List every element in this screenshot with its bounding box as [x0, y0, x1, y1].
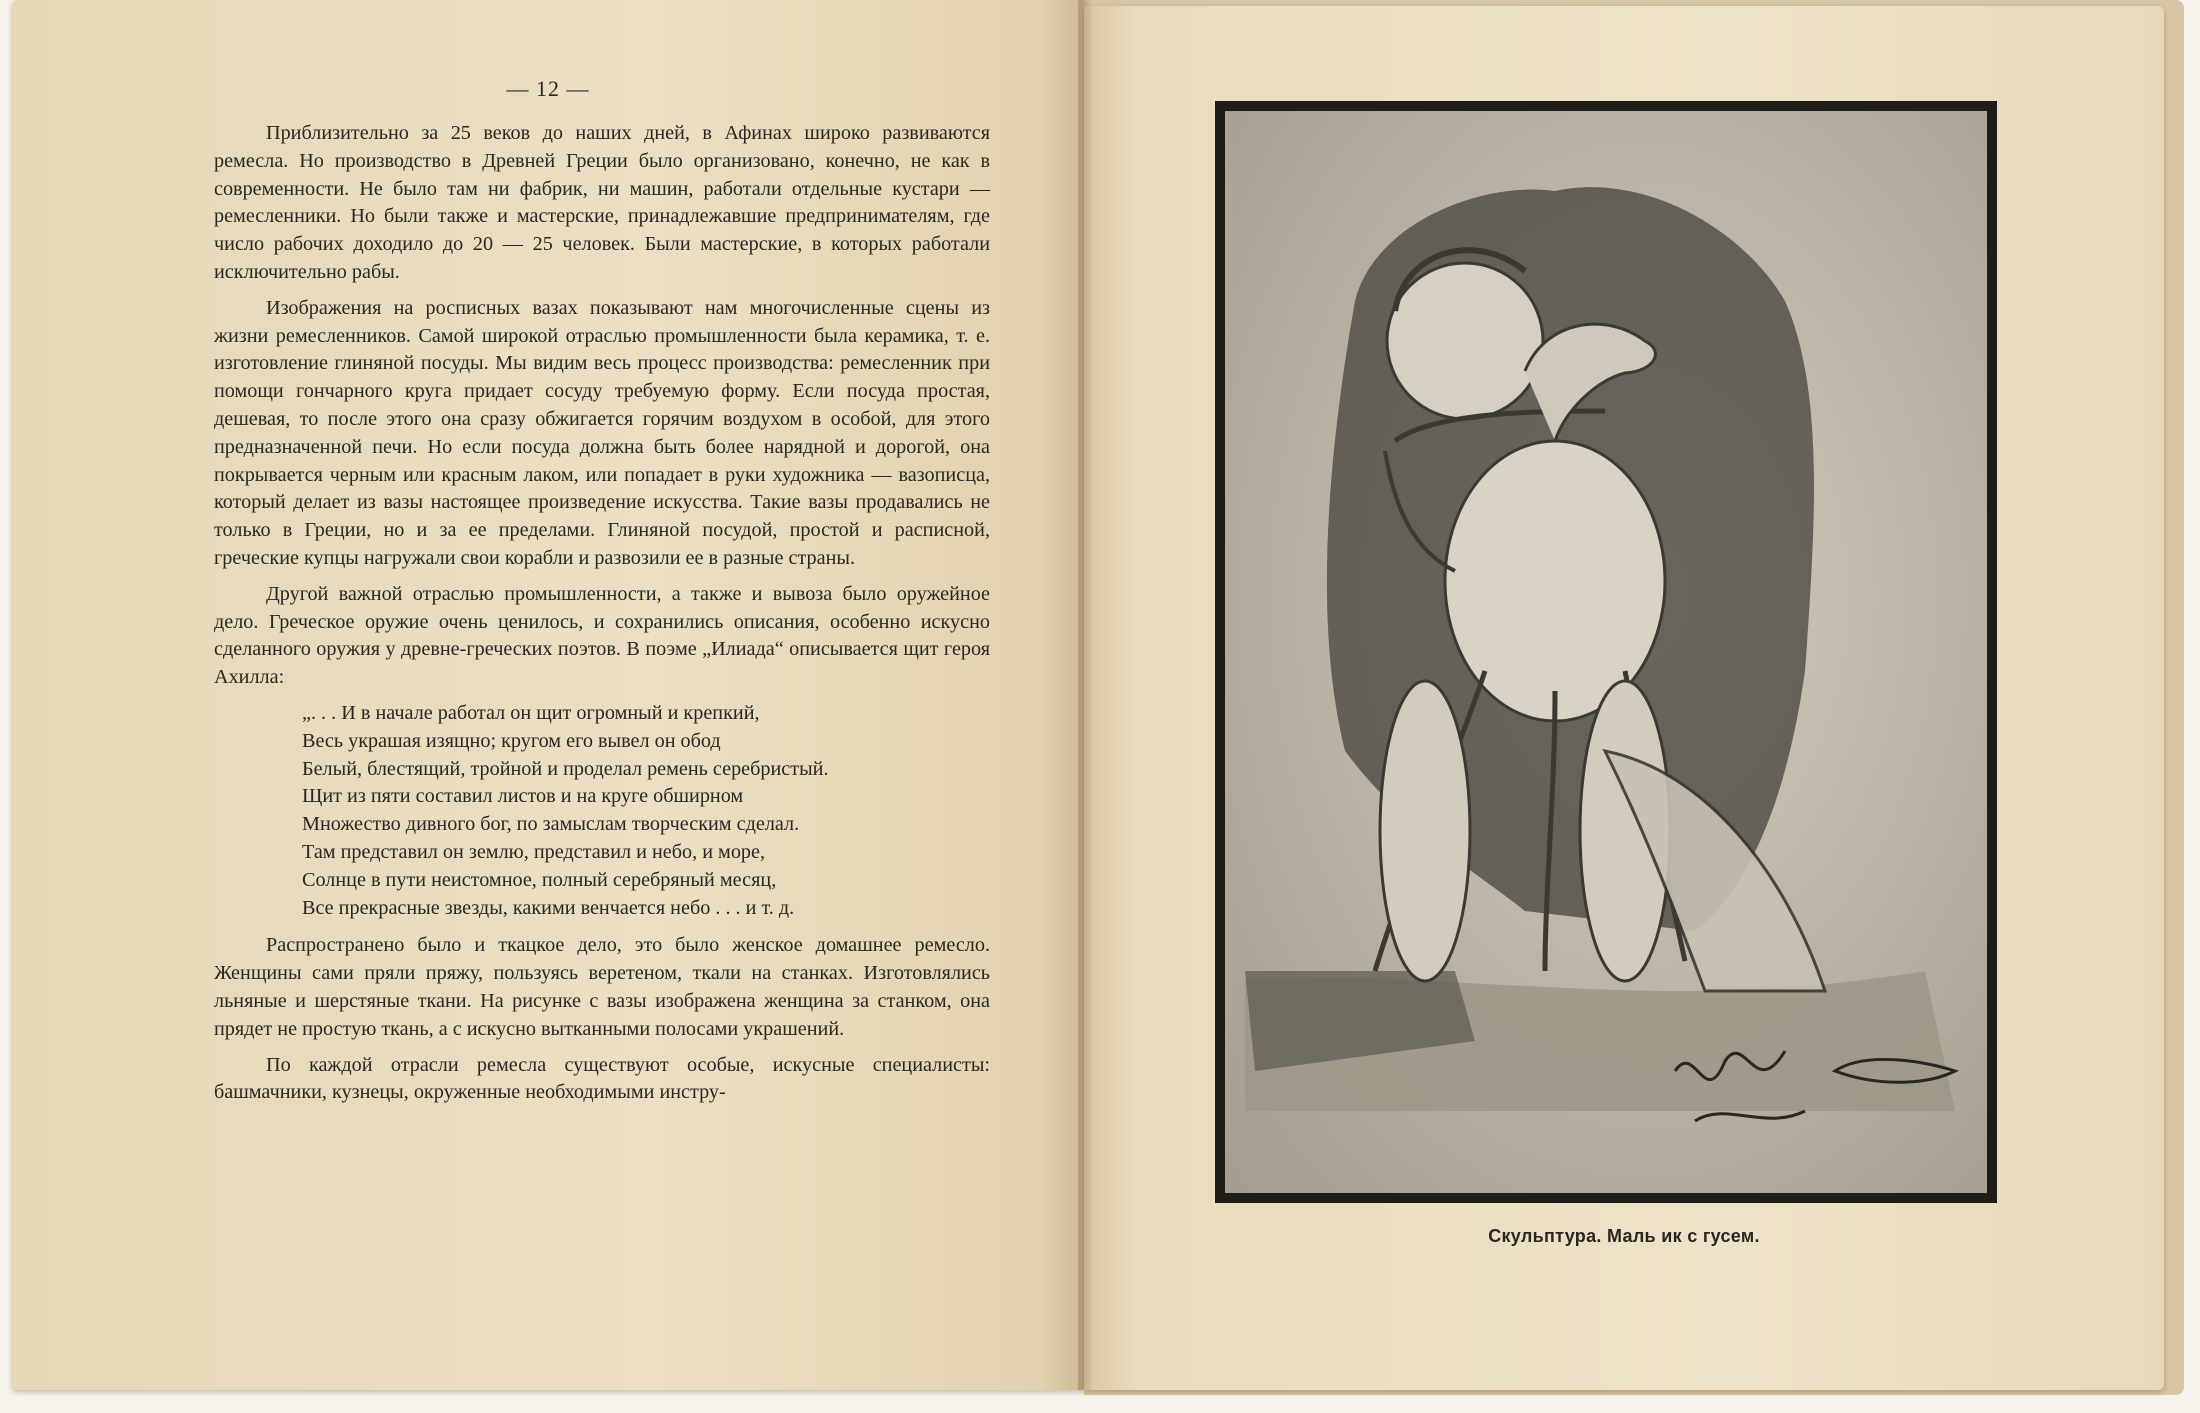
paragraph-4: Распространено было и ткацкое дело, это было женское домашнее ремесло. Женщины сами пряли пряжу, пользуясь веретеном, ткали на станках. Изготовлялись льняные и шерстяные ткани. На рисунке с вазы изображена женщина за станком, она прядет не простую ткань, а с искусно вытканными полосами украшений.: [214, 934, 990, 1040]
paragraph-5: По каждой отрасли ремесла существуют особые, искусные специалисты: башмачники, кузнецы, окруженные необходимыми инстру-: [214, 1053, 990, 1104]
left-page: [12, 0, 1084, 1390]
paragraph-1: Приблизительно за 25 веков до наших дней, в Афинах широко развиваются ремесла. Но производство в Древней Греции было организовано, конечно, не как в современности. Не было там ни фабрик, ни машин, работали отдельные кустари — ремесленники. Но были также и мастерские, принадлежавшие предпринимателям, где число рабочих доходило до 20 — 25 человек. Были мастерские, в которых работали исключительно рабы.: [214, 122, 990, 283]
poem-line: Все прекрасные звезды, какими венчается небо . . . и т. д.: [302, 896, 795, 919]
sculpture-drawing: [1225, 111, 1987, 1193]
paragraph-3: Другой важной отраслью промышленности, а также и вывоза было оружейное дело. Греческое оружие очень ценилось, и сохранились описания, особенно искусно сделанного оружия у древне-греческих поэтов. В поэме „Илиада“ описывается щит героя Ахилла:: [214, 582, 990, 689]
poem-line: Множество дивного бог, по замыслам творческим сделал.: [302, 813, 800, 836]
poem-line: „. . . И в начале работал он щит огромный и крепкий,: [302, 701, 760, 724]
body-text: [214, 120, 990, 1115]
paragraph-2: Изображения на росписных вазах показывают нам многочисленные сцены из жизни ремесленников. Самой широкой отраслью промышленности была керамика, т. е. изготовление глиняной посуды. Мы видим весь процесс производства: ремесленник при помощи гончарного круга придает сосуду требуемую форму. Если посуда простая, дешевая, то после этого она сразу обжигается горячим воздухом в особой, для этого предназначенной печи. Но если посуда должна быть более нарядной и дорогой, она покрывается черным или красным лаком, или попадает в руки художника — вазописца, который делает из вазы настоящее произведение искусства. Такие вазы продавались не только в Греции, но и за ее пределами. Глиняной посудой, простой и расписной, греческие купцы нагружали свои корабли и развозили ее в разные страны.: [214, 296, 990, 569]
page-number: — 12 —: [506, 76, 590, 101]
illustration-frame: [1215, 101, 1997, 1203]
poem-line: Там представил он землю, представил и небо, и море,: [302, 840, 766, 863]
sketch-illustration: [1225, 111, 1987, 1193]
poem-line: Солнце в пути неистомное, полный серебряный месяц,: [302, 868, 777, 891]
figure-caption: Скульптура. Маль ик с гусем.: [1488, 1226, 1760, 1246]
poem-quote: [302, 700, 990, 922]
poem-line: Щит из пяти составил листов и на круге обширном: [302, 785, 744, 808]
poem-line: Белый, блестящий, тройной и проделал ремень серебристый.: [302, 757, 829, 780]
book-gutter: [1078, 0, 1092, 1390]
poem-line: Весь украшая изящно; кругом его вывел он обод: [302, 729, 721, 752]
